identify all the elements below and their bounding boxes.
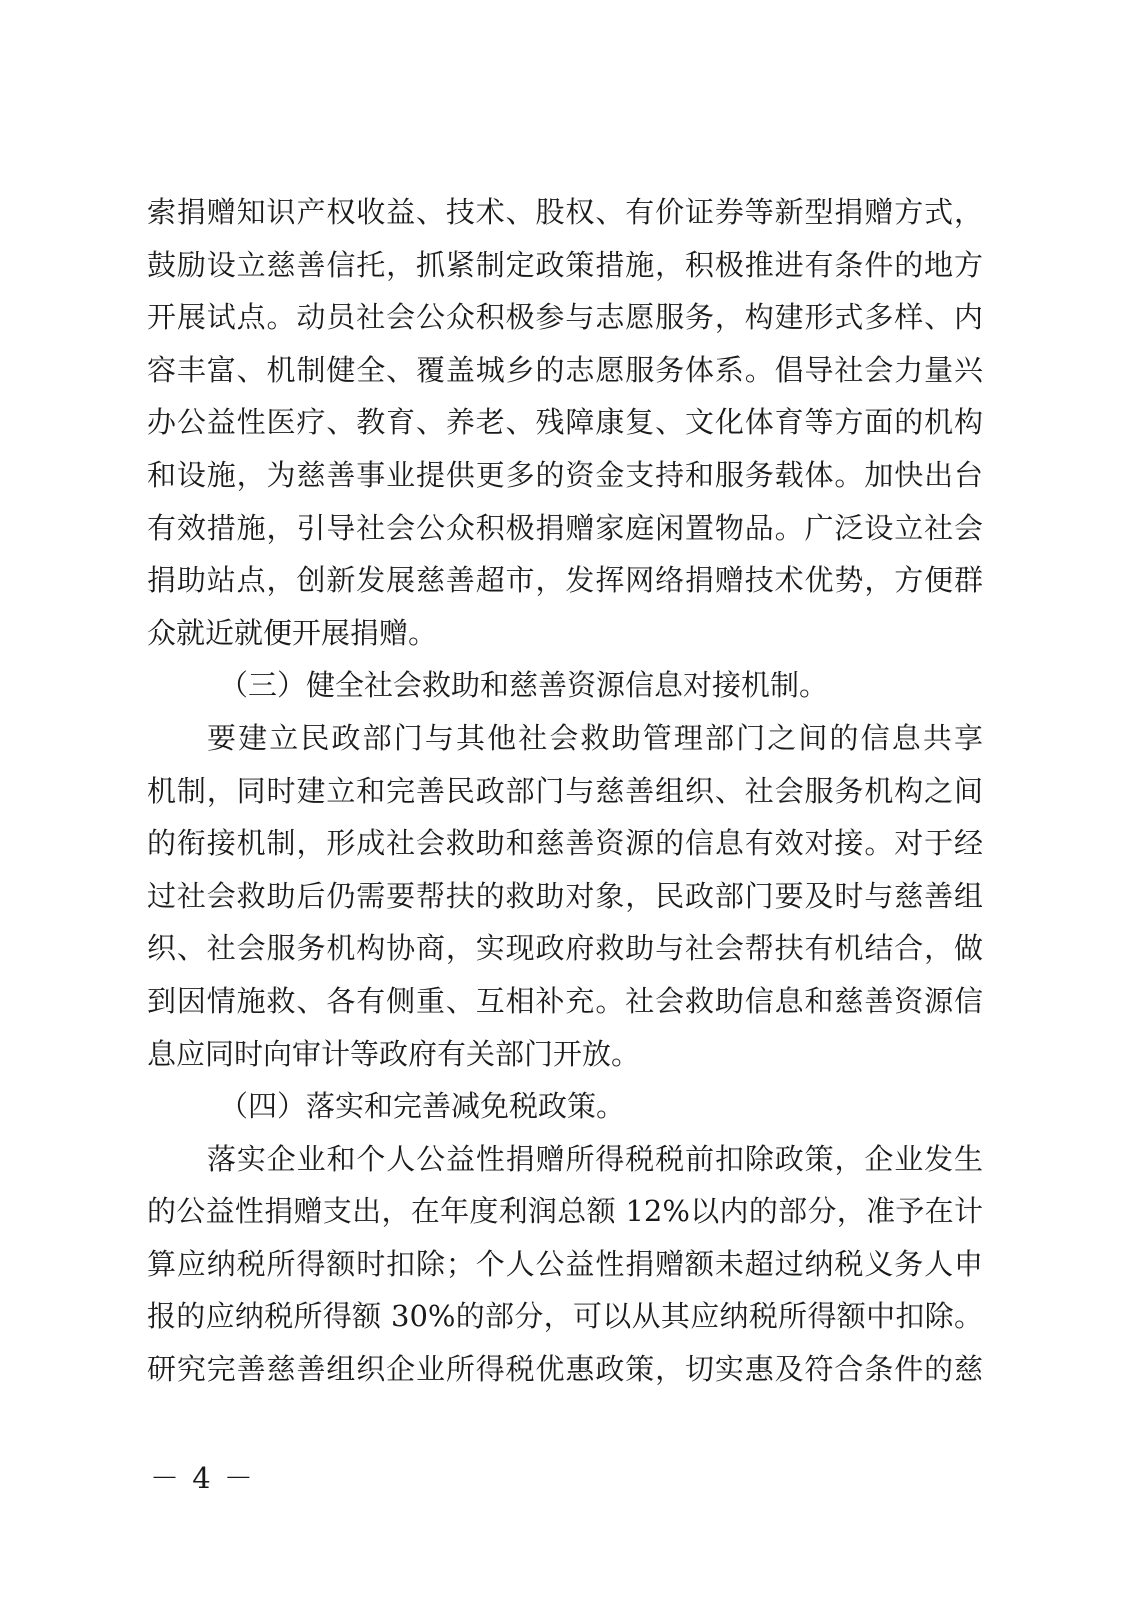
text-line: 到因情施救、各有侧重、互相补充。社会救助信息和慈善资源信 bbox=[147, 983, 983, 1018]
text-line: 过社会救助后仍需要帮扶的救助对象，民政部门要及时与慈善组 bbox=[147, 878, 983, 913]
body-text bbox=[147, 186, 983, 1396]
text-line: 研究完善慈善组织企业所得税优惠政策，切实惠及符合条件的慈 bbox=[147, 1352, 983, 1387]
text-line: 容丰富、机制健全、覆盖城乡的志愿服务体系。倡导社会力量兴 bbox=[147, 352, 983, 387]
text-line: 息应同时向审计等政府有关部门开放。 bbox=[147, 1036, 641, 1071]
text-line: 的衔接机制，形成社会救助和慈善资源的信息有效对接。对于经 bbox=[147, 826, 983, 861]
text-line: 有效措施，引导社会公众积极捐赠家庭闲置物品。广泛设立社会 bbox=[147, 510, 983, 545]
page-number: － 4 － bbox=[150, 1461, 255, 1495]
text-line: 机制，同时建立和完善民政部门与慈善组织、社会服务机构之间 bbox=[147, 773, 983, 808]
section-heading: （四）落实和完善减免税政策。 bbox=[219, 1089, 626, 1124]
text-line: 捐助站点，创新发展慈善超市，发挥网络捐赠技术优势，方便群 bbox=[147, 563, 983, 598]
section-heading: （三）健全社会救助和慈善资源信息对接机制。 bbox=[219, 668, 829, 703]
text-line: 算应纳税所得额时扣除；个人公益性捐赠额未超过纳税义务人申 bbox=[147, 1246, 983, 1281]
text-line: 落实企业和个人公益性捐赠所得税税前扣除政策，企业发生 bbox=[207, 1141, 983, 1176]
text-line: 办公益性医疗、教育、养老、残障康复、文化体育等方面的机构 bbox=[147, 405, 983, 440]
text-line: 的公益性捐赠支出，在年度利润总额 12%以内的部分，准予在计 bbox=[147, 1194, 983, 1229]
text-line: 索捐赠知识产权收益、技术、股权、有价证券等新型捐赠方式， bbox=[147, 195, 983, 229]
text-line: 织、社会服务机构协商，实现政府救助与社会帮扶有机结合，做 bbox=[147, 931, 983, 966]
text-line: 要建立民政部门与其他社会救助管理部门之间的信息共享 bbox=[207, 720, 983, 755]
text-line: 开展试点。动员社会公众积极参与志愿服务，构建形式多样、内 bbox=[147, 300, 983, 335]
text-line: 报的应纳税所得额 30%的部分，可以从其应纳税所得额中扣除。 bbox=[147, 1299, 983, 1334]
text-line: 鼓励设立慈善信托，抓紧制定政策措施，积极推进有条件的地方 bbox=[147, 247, 983, 282]
text-line: 和设施，为慈善事业提供更多的资金支持和服务载体。加快出台 bbox=[147, 457, 983, 492]
text-line: 众就近就便开展捐赠。 bbox=[147, 615, 438, 650]
